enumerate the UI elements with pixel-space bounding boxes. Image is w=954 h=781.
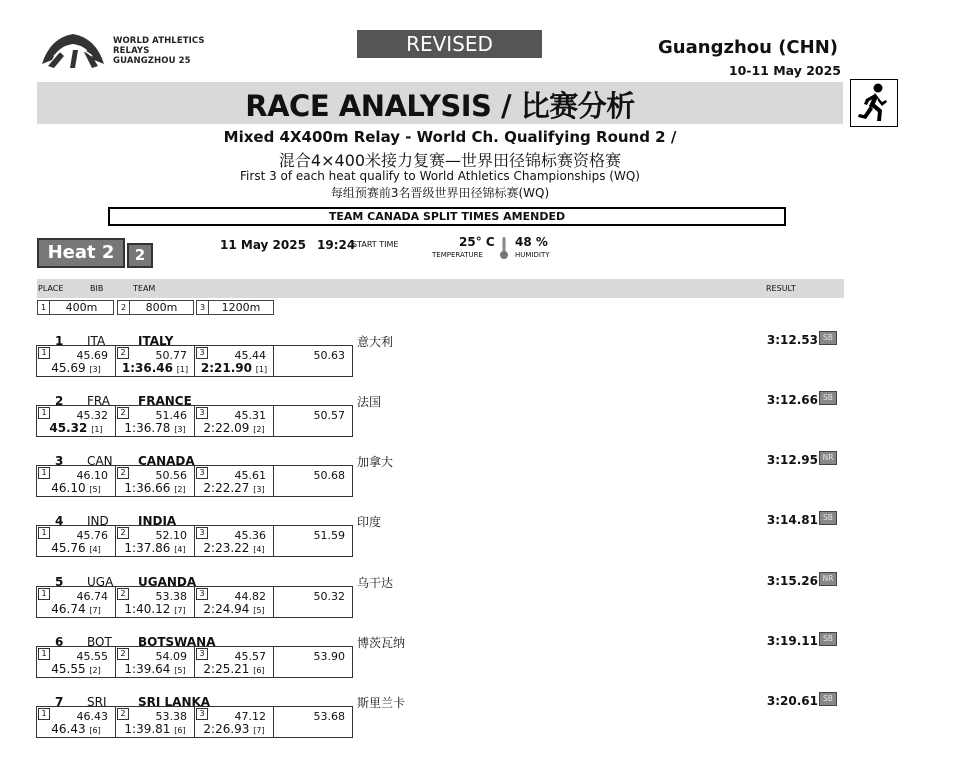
country-code: CAN xyxy=(87,454,113,468)
cumulative-value: 2:24.94 xyxy=(203,602,250,616)
legend-number: 3 xyxy=(197,301,209,314)
leg-number: 3 xyxy=(196,407,208,419)
result-time: 3:15.26 xyxy=(766,574,818,588)
split-time: 45.36 xyxy=(234,529,266,542)
col-bib: BIB xyxy=(90,284,104,293)
cumulative-value: 2:21.90 xyxy=(200,361,252,375)
split-cell xyxy=(116,526,195,556)
cumulative-rank: [1] xyxy=(91,425,103,434)
cumulative-value: 2:22.27 xyxy=(203,481,250,495)
split-time: 53.38 xyxy=(155,590,187,603)
result-time: 3:14.81 xyxy=(766,513,818,527)
leg-number: 1 xyxy=(38,708,50,720)
split-table xyxy=(36,586,353,618)
split-cell xyxy=(274,587,352,617)
country-code: BOT xyxy=(87,635,112,649)
runner-icon xyxy=(850,79,898,127)
cumulative-value: 1:37.86 xyxy=(124,541,171,555)
cumulative-rank: [7] xyxy=(89,606,101,615)
record-badge: SB xyxy=(819,391,837,405)
column-header-band xyxy=(37,279,844,298)
cumulative-time xyxy=(195,481,273,495)
humidity: 48 % xyxy=(515,235,548,249)
cumulative-value: 45.32 xyxy=(49,421,88,435)
cumulative-rank: [2] xyxy=(174,485,186,494)
split-cell xyxy=(195,346,274,376)
cumulative-time xyxy=(116,421,194,435)
cumulative-value: 2:22.09 xyxy=(203,421,250,435)
cumulative-time xyxy=(116,481,194,495)
split-time: 46.43 xyxy=(76,710,108,723)
record-badge: SB xyxy=(819,511,837,525)
cumulative-rank: [6] xyxy=(89,726,101,735)
revised-banner: REVISED xyxy=(357,30,542,58)
cumulative-time xyxy=(195,662,273,676)
event-dates: 10-11 May 2025 xyxy=(728,63,841,78)
cumulative-rank: [5] xyxy=(253,606,265,615)
cumulative-rank: [2] xyxy=(89,666,101,675)
cumulative-time xyxy=(116,602,194,616)
split-time: 45.76 xyxy=(76,529,108,542)
cumulative-rank: [6] xyxy=(253,666,265,675)
split-table xyxy=(36,706,353,738)
split-cell xyxy=(37,406,116,436)
team-name: FRANCE xyxy=(138,394,192,408)
leg-number: 2 xyxy=(117,527,129,539)
split-time: 45.69 xyxy=(76,349,108,362)
split-cell xyxy=(274,707,352,737)
cumulative-time xyxy=(37,722,115,736)
cumulative-value: 1:36.78 xyxy=(124,421,171,435)
split-cell xyxy=(37,346,116,376)
cumulative-rank: [6] xyxy=(174,726,186,735)
cumulative-time xyxy=(37,421,115,435)
logo-line-1: WORLD ATHLETICS xyxy=(113,36,205,46)
split-cell xyxy=(195,406,274,436)
split-cell xyxy=(116,466,195,496)
event-logo xyxy=(40,28,215,74)
place: 6 xyxy=(55,635,64,649)
cumulative-time xyxy=(116,541,194,555)
cumulative-rank: [3] xyxy=(253,485,265,494)
split-cell xyxy=(116,707,195,737)
place: 4 xyxy=(55,514,64,528)
team-name-cn: 博茨瓦纳 xyxy=(357,636,406,650)
cumulative-value: 2:26.93 xyxy=(203,722,250,736)
result-row xyxy=(0,575,954,633)
cumulative-time xyxy=(37,481,115,495)
split-cell xyxy=(274,466,352,496)
split-time: 45.32 xyxy=(76,409,108,422)
team-name-cn: 法国 xyxy=(357,395,382,409)
cumulative-rank: [5] xyxy=(174,666,186,675)
place: 5 xyxy=(55,575,64,589)
team-name: BOTSWANA xyxy=(138,635,216,649)
split-table xyxy=(36,405,353,437)
cumulative-time xyxy=(195,541,273,555)
cumulative-time xyxy=(37,541,115,555)
record-badge: SB xyxy=(819,632,837,646)
cumulative-value: 45.76 xyxy=(51,541,86,555)
humidity-label: HUMIDITY xyxy=(515,251,550,259)
temperature-label: TEMPERATURE xyxy=(432,251,483,259)
result-row xyxy=(0,454,954,512)
page-title: RACE ANALYSIS / 比赛分析 xyxy=(245,89,635,123)
cumulative-rank: [3] xyxy=(174,425,186,434)
cumulative-time xyxy=(37,602,115,616)
col-result: RESULT xyxy=(766,284,796,293)
venue: Guangzhou (CHN) xyxy=(658,37,838,58)
cumulative-value: 1:36.46 xyxy=(121,361,173,375)
result-time: 3:12.66 xyxy=(766,393,818,407)
country-code: FRA xyxy=(87,394,110,408)
split-table xyxy=(36,646,353,678)
split-cell xyxy=(37,587,116,617)
legend-400m xyxy=(37,300,114,315)
start-time: 19:24 xyxy=(317,238,356,252)
split-time: 53.38 xyxy=(155,710,187,723)
legend-number: 2 xyxy=(118,301,130,314)
split-cell xyxy=(195,707,274,737)
split-time: 51.46 xyxy=(155,409,187,422)
team-name: UGANDA xyxy=(138,575,197,589)
split-cell xyxy=(116,587,195,617)
cumulative-time xyxy=(116,361,194,375)
race-date: 11 May 2025 xyxy=(220,238,306,252)
legend-label: 800m xyxy=(145,301,178,314)
cumulative-rank: [3] xyxy=(89,365,101,374)
result-time: 3:12.53 xyxy=(766,333,818,347)
split-cell xyxy=(195,526,274,556)
cumulative-rank: [7] xyxy=(174,606,186,615)
logo-line-3: GUANGZHOU 25 xyxy=(113,56,191,66)
cumulative-value: 46.43 xyxy=(51,722,86,736)
event-title-cn: 混合4×400米接力复赛—世界田径锦标赛资格赛 xyxy=(278,151,622,170)
cumulative-time xyxy=(37,361,115,375)
start-time-label: START TIME xyxy=(352,240,399,249)
split-time: 54.09 xyxy=(155,650,187,663)
split-cell xyxy=(37,647,116,677)
team-name-cn: 印度 xyxy=(357,515,382,529)
cumulative-time xyxy=(195,602,273,616)
cumulative-rank: [5] xyxy=(89,485,101,494)
cumulative-value: 2:25.21 xyxy=(203,662,250,676)
leg-number: 3 xyxy=(196,467,208,479)
split-cell xyxy=(37,707,116,737)
result-row xyxy=(0,334,954,392)
record-badge: NR xyxy=(819,451,837,465)
place: 7 xyxy=(55,695,64,709)
split-cell xyxy=(274,526,352,556)
record-badge: SB xyxy=(819,692,837,706)
cumulative-time xyxy=(195,361,273,375)
leg-number: 1 xyxy=(38,648,50,660)
cumulative-rank: [1] xyxy=(255,365,268,374)
team-name: CANADA xyxy=(138,454,195,468)
col-team: TEAM xyxy=(133,284,156,293)
result-time: 3:12.95 xyxy=(766,453,818,467)
heat-number: 2 xyxy=(127,243,153,268)
place: 1 xyxy=(55,334,64,348)
split-cell xyxy=(116,346,195,376)
legend-number: 1 xyxy=(38,301,50,314)
split-time: 50.56 xyxy=(155,469,187,482)
cumulative-rank: [4] xyxy=(253,545,265,554)
country-code: UGA xyxy=(87,575,114,589)
split-time: 45.57 xyxy=(234,650,266,663)
result-time: 3:19.11 xyxy=(766,634,818,648)
logo-line-2: RELAYS xyxy=(113,46,150,56)
leg-number: 1 xyxy=(38,347,50,359)
result-row xyxy=(0,695,954,753)
cumulative-rank: [7] xyxy=(253,726,265,735)
split-time: 46.74 xyxy=(76,590,108,603)
country-code: SRI xyxy=(87,695,107,709)
split-time: 45.55 xyxy=(76,650,108,663)
temperature: 25° C xyxy=(459,235,495,249)
leg-number: 3 xyxy=(196,588,208,600)
split-time: 45.61 xyxy=(234,469,266,482)
split-table xyxy=(36,525,353,557)
split-time: 50.57 xyxy=(313,409,345,422)
split-cell xyxy=(116,647,195,677)
split-time: 53.90 xyxy=(313,650,345,663)
cumulative-value: 1:39.81 xyxy=(124,722,171,736)
cumulative-value: 46.74 xyxy=(51,602,86,616)
split-cell xyxy=(37,466,116,496)
cumulative-value: 1:36.66 xyxy=(124,481,171,495)
result-row xyxy=(0,394,954,452)
split-cell xyxy=(195,587,274,617)
cumulative-value: 46.10 xyxy=(51,481,86,495)
place: 3 xyxy=(55,454,64,468)
split-cell xyxy=(274,346,352,376)
leg-number: 1 xyxy=(38,588,50,600)
leg-number: 3 xyxy=(196,648,208,660)
leg-number: 2 xyxy=(117,588,129,600)
legend-label: 400m xyxy=(65,301,98,314)
split-cell xyxy=(274,406,352,436)
split-cell xyxy=(274,647,352,677)
record-badge: NR xyxy=(819,572,837,586)
split-cell xyxy=(37,526,116,556)
team-name-cn: 乌干达 xyxy=(357,576,394,590)
cumulative-value: 45.55 xyxy=(51,662,86,676)
split-time: 51.59 xyxy=(313,529,345,542)
leg-number: 2 xyxy=(117,708,129,720)
cumulative-value: 1:40.12 xyxy=(124,602,171,616)
leg-number: 1 xyxy=(38,407,50,419)
leg-number: 3 xyxy=(196,708,208,720)
split-table xyxy=(36,345,353,377)
leg-number: 1 xyxy=(38,467,50,479)
split-time: 44.82 xyxy=(234,590,266,603)
heat-label: Heat 2 xyxy=(37,238,125,268)
cumulative-rank: [2] xyxy=(253,425,265,434)
cumulative-time xyxy=(195,722,273,736)
split-time: 45.31 xyxy=(234,409,266,422)
split-cell xyxy=(195,466,274,496)
legend-800m xyxy=(117,300,194,315)
cumulative-rank: [4] xyxy=(89,545,101,554)
leg-number: 3 xyxy=(196,527,208,539)
split-time: 50.32 xyxy=(313,590,345,603)
cumulative-time xyxy=(116,722,194,736)
split-time: 52.10 xyxy=(155,529,187,542)
title-band xyxy=(37,82,843,124)
split-time: 45.44 xyxy=(234,349,266,362)
cumulative-value: 45.69 xyxy=(51,361,86,375)
col-place: PLACE xyxy=(38,284,64,293)
split-cell xyxy=(195,647,274,677)
thermometer-icon xyxy=(499,236,509,264)
leg-number: 2 xyxy=(117,648,129,660)
country-code: IND xyxy=(87,514,109,528)
split-time: 47.12 xyxy=(234,710,266,723)
cumulative-value: 2:23.22 xyxy=(203,541,250,555)
place: 2 xyxy=(55,394,64,408)
split-table xyxy=(36,465,353,497)
team-name: SRI LANKA xyxy=(138,695,211,709)
cumulative-time xyxy=(116,662,194,676)
team-name-cn: 斯里兰卡 xyxy=(357,696,406,710)
split-time: 50.63 xyxy=(313,349,345,362)
legend-label: 1200m xyxy=(221,301,261,314)
cumulative-time xyxy=(37,662,115,676)
leg-number: 2 xyxy=(117,347,129,359)
legend-1200m xyxy=(196,300,274,315)
team-name-cn: 加拿大 xyxy=(357,455,394,469)
cumulative-time xyxy=(195,421,273,435)
split-time: 50.77 xyxy=(155,349,187,362)
leg-number: 1 xyxy=(38,527,50,539)
leg-number: 2 xyxy=(117,467,129,479)
team-name: ITALY xyxy=(138,334,174,348)
team-name: INDIA xyxy=(138,514,177,528)
result-time: 3:20.61 xyxy=(766,694,818,708)
event-title-en: Mixed 4X400m Relay - World Ch. Qualifying Round 2 / xyxy=(223,128,677,146)
cumulative-rank: [4] xyxy=(174,545,186,554)
relay-logo-icon xyxy=(40,30,106,70)
team-name-cn: 意大利 xyxy=(357,335,394,349)
country-code: ITA xyxy=(87,334,106,348)
qualification-rule-cn: 每组预赛前3名晋级世界田径锦标赛(WQ) xyxy=(330,186,550,200)
split-time: 53.68 xyxy=(313,710,345,723)
split-cell xyxy=(116,406,195,436)
amended-notice: TEAM CANADA SPLIT TIMES AMENDED xyxy=(108,207,786,226)
cumulative-rank: [1] xyxy=(176,365,189,374)
result-row xyxy=(0,635,954,693)
qualification-rule-en: First 3 of each heat qualify to World Athletics Championships (WQ) xyxy=(240,169,640,183)
cumulative-value: 1:39.64 xyxy=(124,662,171,676)
result-row xyxy=(0,514,954,572)
leg-number: 2 xyxy=(117,407,129,419)
split-time: 46.10 xyxy=(76,469,108,482)
leg-number: 3 xyxy=(196,347,208,359)
split-time: 50.68 xyxy=(313,469,345,482)
record-badge: SB xyxy=(819,331,837,345)
